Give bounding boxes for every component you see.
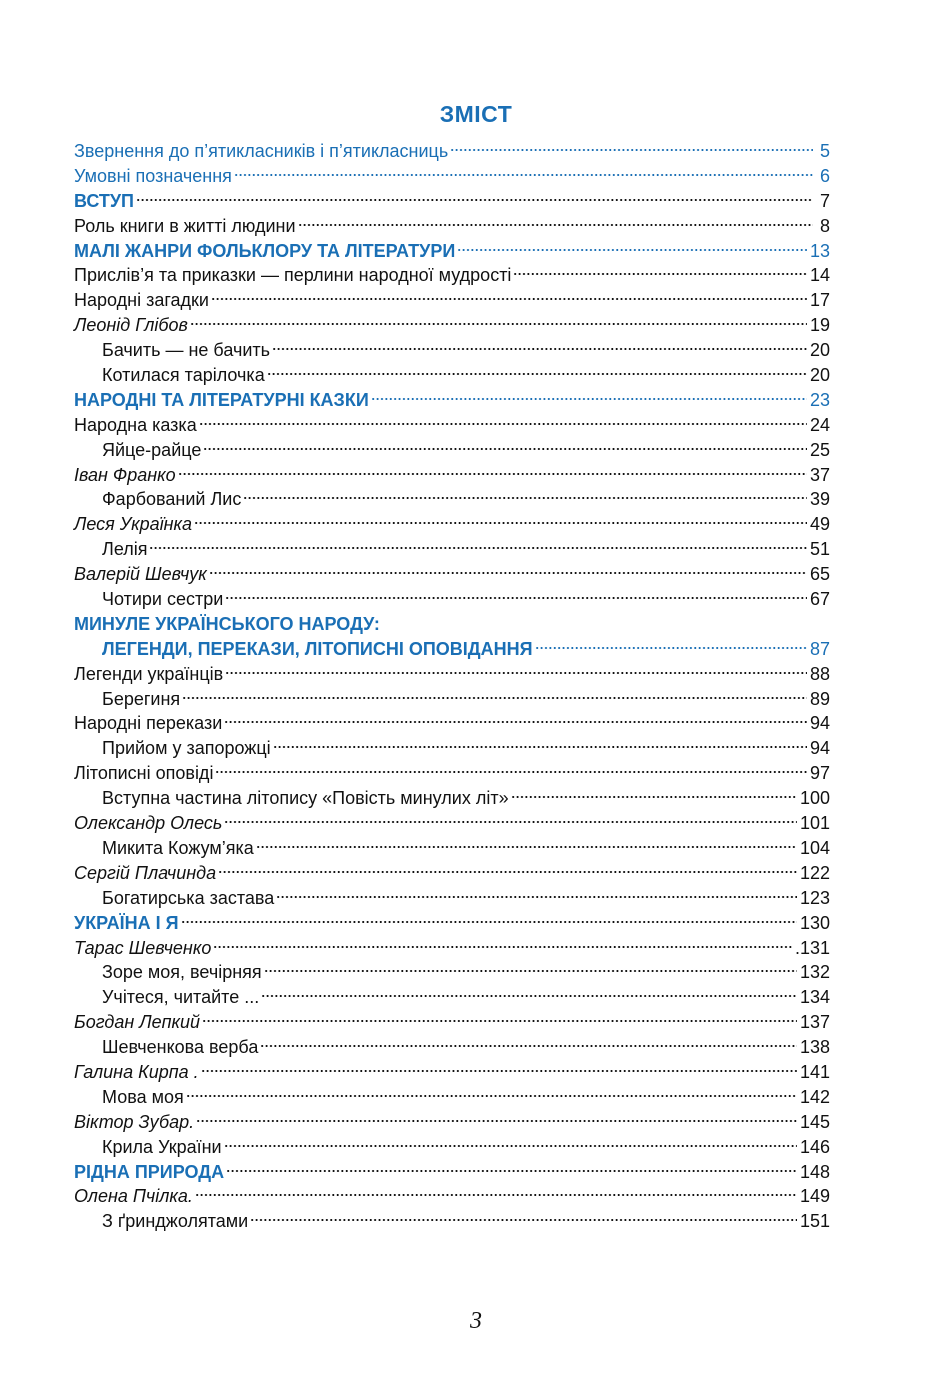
- toc-author-name: Богдан Лепкий: [74, 1012, 201, 1033]
- dot-leader: [186, 1093, 797, 1099]
- toc-entry-title: Звернення до п’ятикласників і п’ятикласниць: [74, 141, 449, 161]
- dot-leader: [450, 147, 813, 153]
- toc-entry-page: 100: [799, 788, 830, 809]
- toc-entry-page: 151: [799, 1211, 830, 1232]
- toc-author-name: Віктор Зубар.: [74, 1111, 195, 1132]
- toc-work[interactable]: [74, 438, 830, 463]
- toc-work-title: Котилася тарілочка: [102, 365, 265, 386]
- toc-section-title: РІДНА ПРИРОДА: [74, 1161, 225, 1182]
- dot-leader: [513, 271, 807, 277]
- dot-leader: [264, 968, 797, 974]
- dot-leader: [511, 794, 797, 800]
- toc-author[interactable]: [74, 861, 830, 886]
- dot-leader: [201, 1068, 797, 1074]
- toc-work-title: Прийом у запорожці: [102, 738, 271, 759]
- toc-work-title: Берегиня: [102, 688, 181, 709]
- dot-leader: [213, 944, 792, 950]
- toc-author[interactable]: [74, 1110, 830, 1135]
- toc-author[interactable]: [74, 463, 830, 488]
- toc-entry-page: 94: [809, 738, 830, 759]
- toc-entry-page: 87: [809, 638, 830, 659]
- dot-leader: [225, 595, 807, 601]
- toc-author-name: Галина Кирпа .: [74, 1061, 199, 1082]
- toc-entry-page: 20: [809, 365, 830, 386]
- toc-section[interactable]: [74, 637, 830, 662]
- toc-entry-page: 134: [799, 987, 830, 1008]
- toc-author[interactable]: [74, 1184, 830, 1209]
- toc-entry-page: 51: [809, 539, 830, 560]
- toc-work[interactable]: [74, 786, 830, 811]
- toc-entry-page: 23: [809, 389, 830, 410]
- toc-entry-page: 94: [809, 713, 830, 734]
- dot-leader: [298, 222, 813, 228]
- toc-work-title: Мова моя: [102, 1086, 184, 1107]
- dot-leader: [218, 869, 797, 875]
- dot-leader: [202, 1018, 797, 1024]
- toc-entry[interactable]: [74, 413, 830, 438]
- toc-entry-page: 130: [799, 912, 830, 933]
- dot-leader: [181, 919, 797, 925]
- toc-entry-page: 122: [799, 862, 830, 883]
- toc-entry-page: .131: [794, 937, 830, 958]
- toc-entry-page: 37: [809, 464, 830, 485]
- dot-leader: [234, 172, 813, 178]
- dot-leader: [276, 894, 797, 900]
- toc-author-name: Іван Франко: [74, 464, 176, 485]
- toc-section-title: УКРАЇНА І Я: [74, 912, 179, 933]
- toc-entry[interactable]: [74, 214, 830, 239]
- toc-section-title: НАРОДНІ ТА ЛІТЕРАТУРНІ КАЗКИ: [74, 389, 369, 410]
- toc-work-title: Крила України: [102, 1136, 222, 1157]
- dot-leader: [182, 695, 807, 701]
- toc-author-name: Сергій Плачинда: [74, 862, 217, 883]
- toc-entry-title: Народні перекази: [74, 713, 223, 734]
- toc-entry-title: Прислів’я та приказки — перлини народної мудрості: [74, 265, 512, 286]
- toc-author[interactable]: [74, 562, 830, 587]
- dot-leader: [194, 520, 807, 526]
- toc-entry-page: 8: [819, 215, 830, 236]
- toc-entry-page: 6: [819, 165, 830, 186]
- toc-entry-page: 19: [809, 315, 830, 336]
- toc-entry-page: 13: [809, 240, 830, 261]
- toc-entry-title: Легенди українців: [74, 663, 224, 684]
- dot-leader: [226, 1168, 797, 1174]
- toc-entry-page: 88: [809, 663, 830, 684]
- toc-entry-page: 65: [809, 564, 830, 585]
- toc-work-title: Фарбований Лис: [102, 489, 242, 510]
- toc-entry-title: Народна казка: [74, 414, 197, 435]
- dot-leader: [224, 1143, 797, 1149]
- toc-work-title: Лелія: [102, 539, 148, 560]
- toc-author-name: Олександр Олесь: [74, 813, 223, 834]
- dot-leader: [203, 446, 807, 452]
- dot-leader: [199, 421, 807, 427]
- dot-leader: [371, 396, 807, 402]
- dot-leader: [256, 844, 797, 850]
- dot-leader: [224, 719, 807, 725]
- toc-work-title: Микита Кожум’яка: [102, 837, 254, 858]
- toc-author-name: Тарас Шевченко: [74, 937, 212, 958]
- dot-leader: [224, 819, 797, 825]
- page-title: ЗМІСТ: [439, 101, 513, 127]
- toc-entry-page: 97: [809, 763, 830, 784]
- toc-work[interactable]: [74, 960, 830, 985]
- dot-leader: [225, 670, 807, 676]
- toc-entry[interactable]: [74, 761, 830, 786]
- toc-entry-page: 39: [809, 489, 830, 510]
- table-of-contents: [74, 139, 830, 1234]
- toc-work-title: Вступна частина літопису «Повість минулих літ»: [102, 788, 509, 809]
- toc-author-name: Валерій Шевчук: [74, 564, 207, 585]
- dot-leader: [196, 1118, 797, 1124]
- toc-entry-page: 7: [819, 190, 830, 211]
- toc-work-title: Яйце-райце: [102, 439, 202, 460]
- toc-entry-page: 17: [809, 290, 830, 311]
- toc-work[interactable]: [74, 1135, 830, 1160]
- dot-leader: [209, 570, 807, 576]
- toc-work[interactable]: [74, 1085, 830, 1110]
- dot-leader: [136, 197, 813, 203]
- toc-work[interactable]: [74, 985, 830, 1010]
- toc-section-title: ЛЕГЕНДИ, ПЕРЕКАЗИ, ЛІТОПИСНІ ОПОВІДАННЯ: [102, 638, 533, 659]
- dot-leader: [190, 321, 807, 327]
- toc-entry-page: 141: [799, 1061, 830, 1082]
- dot-leader: [149, 545, 806, 551]
- toc-entry-page: 49: [809, 514, 830, 535]
- toc-entry[interactable]: [74, 711, 830, 736]
- dot-leader: [250, 1217, 797, 1223]
- toc-entry[interactable]: [74, 288, 830, 313]
- toc-work[interactable]: [74, 338, 830, 363]
- toc-author[interactable]: [74, 811, 830, 836]
- toc-author[interactable]: [74, 936, 830, 961]
- dot-leader: [267, 371, 807, 377]
- toc-author[interactable]: [74, 1060, 830, 1085]
- toc-entry-page: 146: [799, 1136, 830, 1157]
- toc-section-title: МАЛІ ЖАНРИ ФОЛЬКЛОРУ ТА ЛІТЕРАТУРИ: [74, 240, 456, 261]
- toc-work[interactable]: [74, 487, 830, 512]
- toc-entry-page: 89: [809, 688, 830, 709]
- dot-leader: [178, 471, 807, 477]
- toc-section[interactable]: [74, 1160, 830, 1185]
- toc-author-name: Олена Пчілка.: [74, 1186, 193, 1207]
- toc-work[interactable]: [74, 363, 830, 388]
- toc-author[interactable]: [74, 512, 830, 537]
- toc-entry-page: 67: [809, 589, 830, 610]
- toc-entry-page: 149: [799, 1186, 830, 1207]
- dot-leader: [215, 769, 807, 775]
- toc-entry-page: 14: [809, 265, 830, 286]
- dot-leader: [243, 495, 807, 501]
- toc-author-name: Леонід Глібов: [74, 315, 188, 336]
- toc-work-title: Чотири сестри: [102, 589, 224, 610]
- toc-entry-page: 148: [799, 1161, 830, 1182]
- toc-entry[interactable]: [74, 139, 830, 164]
- toc-section[interactable]: [74, 388, 830, 413]
- toc-entry-page: 142: [799, 1086, 830, 1107]
- toc-work[interactable]: [74, 1209, 830, 1234]
- toc-entry-page: 132: [799, 962, 830, 983]
- toc-work[interactable]: [74, 587, 830, 612]
- toc-entry-page: 24: [809, 414, 830, 435]
- toc-entry-page: 138: [799, 1037, 830, 1058]
- dot-leader: [211, 296, 807, 302]
- dot-leader: [272, 346, 807, 352]
- toc-entry-title: Умовні позначення: [74, 165, 232, 186]
- page-number: 3: [470, 1308, 482, 1334]
- toc-entry-page: 104: [799, 837, 830, 858]
- toc-entry-page: 137: [799, 1012, 830, 1033]
- toc-work-title: З ґринджолятами: [102, 1211, 249, 1232]
- toc-entry-page: 5: [819, 141, 830, 161]
- toc-entry[interactable]: [74, 263, 830, 288]
- toc-author[interactable]: [74, 1010, 830, 1035]
- toc-entry-page: 20: [809, 340, 830, 361]
- dot-leader: [457, 247, 807, 253]
- toc-work-title: Богатирська застава: [102, 887, 275, 908]
- toc-work[interactable]: [74, 836, 830, 861]
- toc-work-title: Учітеся, читайте ...: [102, 987, 260, 1008]
- toc-work[interactable]: [74, 736, 830, 761]
- toc-section-title: ВСТУП: [74, 190, 134, 211]
- toc-author[interactable]: [74, 313, 830, 338]
- toc-work[interactable]: [74, 1035, 830, 1060]
- toc-work[interactable]: [74, 687, 830, 712]
- toc-work-title: Шевченкова верба: [102, 1037, 259, 1058]
- toc-author-name: Леся Українка: [74, 514, 193, 535]
- dot-leader: [261, 993, 797, 999]
- dot-leader: [260, 1043, 797, 1049]
- toc-section-heading[interactable]: [74, 612, 830, 637]
- toc-entry-title: Літописні оповіді: [74, 763, 214, 784]
- dot-leader: [535, 645, 807, 651]
- toc-entry-title: Роль книги в житті людини: [74, 215, 296, 236]
- toc-entry-page: 123: [799, 887, 830, 908]
- toc-work[interactable]: [74, 886, 830, 911]
- dot-leader: [195, 1192, 797, 1198]
- toc-section[interactable]: [74, 189, 830, 214]
- toc-work[interactable]: [74, 537, 830, 562]
- toc-work-title: Зоре моя, вечірняя: [102, 962, 262, 983]
- toc-entry-page: 145: [799, 1111, 830, 1132]
- toc-entry[interactable]: [74, 662, 830, 687]
- toc-section-title: МИНУЛЕ УКРАЇНСЬКОГО НАРОДУ:: [74, 613, 380, 634]
- toc-entry-page: 101: [799, 813, 830, 834]
- toc-entry-page: 25: [809, 439, 830, 460]
- toc-section[interactable]: [74, 911, 830, 936]
- toc-section[interactable]: [74, 239, 830, 264]
- toc-entry-title: Народні загадки: [74, 290, 209, 311]
- toc-entry[interactable]: [74, 164, 830, 189]
- toc-work-title: Бачить — не бачить: [102, 340, 271, 361]
- dot-leader: [273, 744, 807, 750]
